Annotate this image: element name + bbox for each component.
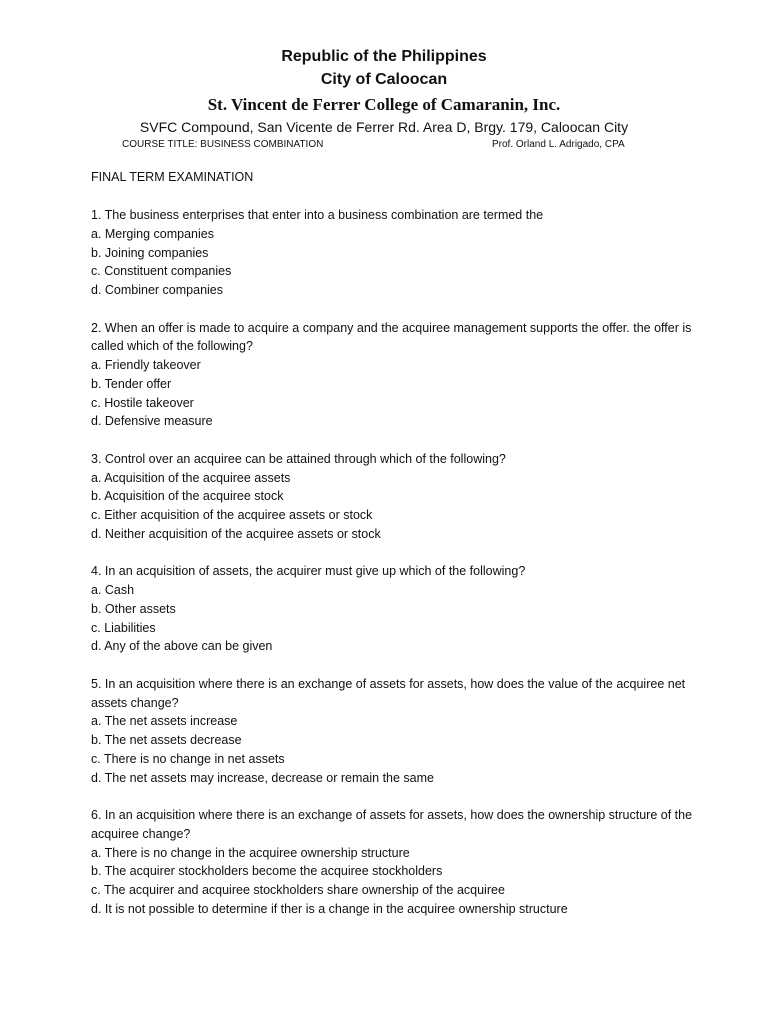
country-heading: Republic of the Philippines — [281, 48, 487, 65]
answer-choice: a. Merging companies — [91, 226, 214, 241]
answer-choice: a. Cash — [91, 583, 135, 597]
answer-choice: c. The acquirer and acquiree stockholders share ownership of the acquiree — [91, 883, 505, 897]
exam-title: FINAL TERM EXAMINATION — [91, 170, 254, 184]
question-2 — [91, 319, 701, 432]
answer-choice: b. Acquisition of the acquiree stock — [91, 489, 284, 504]
answer-choice: c. Constituent companies — [91, 264, 232, 279]
answer-choice: b. Tender offer — [91, 376, 172, 391]
answer-choice: b. Joining companies — [91, 245, 209, 260]
school-name: St. Vincent de Ferrer College of Camaranin, Inc. — [207, 95, 561, 114]
question-5 — [91, 675, 701, 788]
question-text: 3. Control over an acquiree can be attained through which of the following? — [91, 451, 506, 466]
answer-choice: a. The net assets increase — [91, 714, 238, 729]
question-text: 5. In an acquisition where there is an exchange of assets for assets, how does the value of the acquiree net assets change? — [91, 676, 686, 710]
answer-choice: b. The net assets decrease — [91, 733, 242, 747]
answer-choice: a. There is no change in the acquiree ownership structure — [91, 845, 410, 860]
answer-choice: d. The net assets may increase, decrease or remain the same — [91, 770, 434, 785]
question-text: 1. The business enterprises that enter into a business combination are termed the — [91, 208, 544, 222]
question-text: 6. In an acquisition where there is an exchange of assets for assets, how does the ownership structure of the acquiree change? — [91, 808, 693, 841]
answer-choice: b. The acquirer stockholders become the acquiree stockholders — [91, 864, 443, 879]
question-1 — [91, 206, 701, 300]
answer-choice: a. Friendly takeover — [91, 358, 201, 372]
question-4 — [91, 562, 701, 656]
question-text: 4. In an acquisition of assets, the acquirer must give up which of the following? — [91, 564, 526, 579]
answer-choice: a. Acquisition of the acquiree assets — [91, 470, 291, 485]
question-text: 2. When an offer is made to acquire a company and the acquiree management supports the offer. the offer is called which of the following? — [91, 320, 692, 354]
answer-choice: d. Combiner companies — [91, 283, 224, 297]
professor-name: Prof. Orland L. Adrigado, CPA — [492, 139, 625, 150]
answer-choice: d. Neither acquisition of the acquiree assets or stock — [91, 526, 381, 541]
course-title: COURSE TITLE: BUSINESS COMBINATION — [122, 139, 324, 150]
answer-choice: c. There is no change in net assets — [91, 751, 285, 766]
question-6 — [91, 806, 701, 919]
answer-choice: b. Other assets — [91, 601, 176, 616]
answer-choice: c. Liabilities — [91, 620, 156, 635]
city-heading: City of Caloocan — [320, 71, 448, 88]
answer-choice: d. It is not possible to determine if ther is a change in the acquiree ownership structure — [91, 901, 568, 916]
school-address: SVFC Compound, San Vicente de Ferrer Rd. Area D, Brgy. 179, Caloocan City — [139, 119, 629, 135]
answer-choice: d. Defensive measure — [91, 414, 213, 429]
question-3 — [91, 450, 701, 544]
answer-choice: c. Either acquisition of the acquiree assets or stock — [91, 508, 373, 522]
question-list — [91, 206, 701, 937]
answer-choice: c. Hostile takeover — [91, 395, 194, 410]
answer-choice: d. Any of the above can be given — [91, 639, 273, 654]
